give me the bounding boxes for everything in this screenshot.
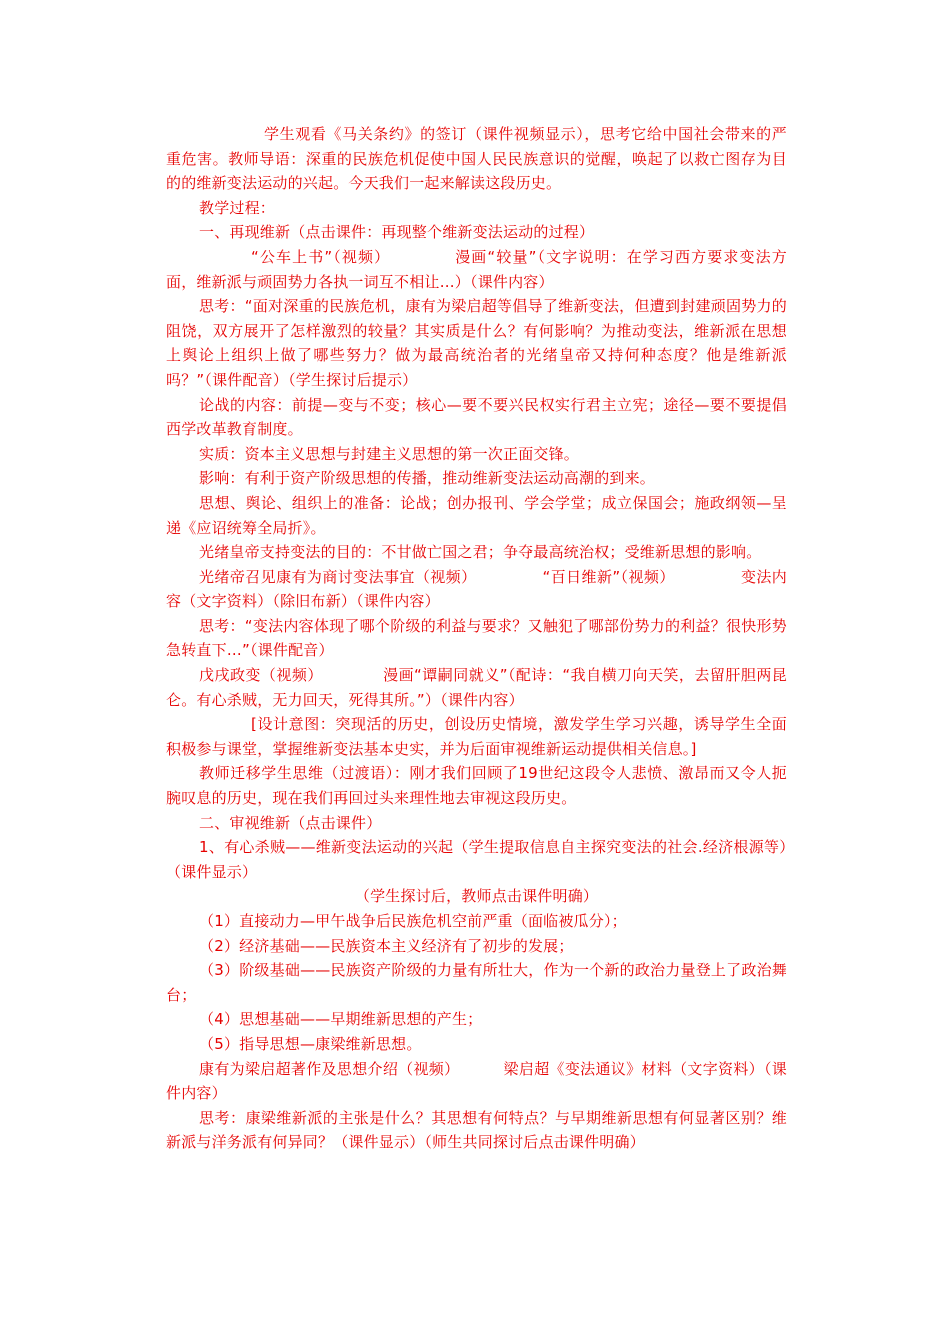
section2-point-1: （1）直接动力—甲午战争后民族危机空前严重（面临被瓜分）；	[199, 912, 627, 930]
tan-sitong-cartoon-ref: 漫画“谭嗣同就义”（配诗：“我自横刀向天笑，去留肝胆两昆仑。有心杀贼，无力回天，死得其所。”）（课件内容）	[166, 666, 787, 709]
debate-content: 论战的内容：前提—变与不变；核心—要不要兴民权实行君主立宪；途径—要不要提倡西学改革教育制度。	[166, 395, 787, 439]
design-intent-note: [设计意图：突现活的历史，创设历史情境，激发学生学习兴趣，诱导学生全面积极参与课堂，掌握维新变法基本史实，并为后面审视维新运动提供相关信息。]	[166, 715, 787, 758]
process-heading: 教学过程：	[199, 198, 276, 217]
hundred-days-video-ref: “百日维新”（视频）	[542, 567, 675, 586]
preparation-statement: 思想、舆论、组织上的准备：论战；创办报刊、学会学堂；成立保国会；施政纲领—呈递《应诏统筹全局折》。	[166, 493, 787, 537]
kang-liang-paragraph	[166, 1057, 787, 1106]
summon-video-ref: 光绪帝召见康有为商讨变法事宜（视频）	[199, 567, 477, 586]
document-page	[166, 122, 787, 1155]
think-question-3: 思考：康梁维新派的主张是什么？其思想有何特点？与早期维新思想有何显著区别？维新派与洋务派有何异同？（课件显示）（师生共同探讨后点击课件明确）	[166, 1108, 787, 1152]
section2-item1: 1、有心杀贼——维新变法运动的兴起（学生提取信息自主探究变法的社会.经济根源等）（课件显示）	[166, 838, 787, 881]
coup-paragraph	[166, 663, 787, 712]
section2-discussion-note: （学生探讨后，教师点击课件明确）	[354, 887, 599, 906]
kang-liang-video-ref: 康有为梁启超著作及思想介绍（视频）	[199, 1059, 460, 1078]
reform-content-ref: 变法内容（文字资料）（除旧布新）（课件内容）	[166, 567, 787, 611]
section1-media-paragraph	[166, 245, 787, 294]
section2-point-2: （2）经济基础——民族资本主义经济有了初步的发展；	[199, 936, 574, 955]
section2-point-4: （4）思想基础——早期维新思想的产生；	[199, 1010, 483, 1029]
impact-statement: 影响：有利于资产阶级思想的传播，推动维新变法运动高潮的到来。	[199, 469, 656, 488]
section2-point-5: （5）指导思想—康梁维新思想。	[199, 1034, 422, 1053]
essence-statement: 实质：资本主义思想与封建主义思想的第一次正面交锋。	[199, 444, 580, 463]
transition-remark: 教师迁移学生思维（过渡语）：刚才我们回顾了19世纪这段令人悲愤、激昂而又令人扼腕叹息的历史，现在我们再回过头来理性地去审视这段历史。	[166, 764, 787, 808]
coup-video-ref: 戊戌政变（视频）	[199, 666, 323, 685]
bianfa-tongyi-ref: 梁启超《变法通议》材料（文字资料）（课件内容）	[166, 1059, 787, 1103]
section1-heading: 一、再现维新（点击课件：再现整个维新变法运动的过程）	[199, 223, 595, 242]
gongche-video-ref: “公车上书”（视频）	[251, 247, 391, 266]
cartoon-jiaoliang-ref: 漫画“较量”（文字说明：在学习西方要求变法方面，维新派与顽固势力各执一词互不相让…）（课件内容）	[166, 247, 787, 291]
section2-point-3: （3）阶级基础——民族资产阶级的力量有所壮大，作为一个新的政治力量登上了政治舞台；	[166, 961, 787, 1004]
think-question-2: 思考：“变法内容体现了哪个阶级的利益与要求？又触犯了哪部份势力的利益？很快形势急转直下…”（课件配音）	[166, 616, 787, 660]
emperor-purpose: 光绪皇帝支持变法的目的：不甘做亡国之君；争夺最高统治权；受维新思想的影响。	[199, 543, 762, 562]
section1-think-question: 思考：“面对深重的民族危机，康有为梁启超等倡导了维新变法，但遭到封建顽固势力的阻饶，双方展开了怎样激烈的较量？其实质是什么？有何影响？为推动变法，维新派在思想上舆论上组织上做了哪些努力？做为最高统治者的光绪皇帝又持何种态度？他是维新派吗？”（课件配音）（学生探讨后提示）	[166, 297, 787, 389]
summon-paragraph	[166, 565, 787, 614]
intro-paragraph: 学生观看《马关条约》的签订（课件视频显示），思考它给中国社会带来的严重危害。教师导语：深重的民族危机促使中国人民民族意识的觉醒，唤起了以救亡图存为目的的维新变法运动的兴起。今天我们一起来解读这段历史。	[166, 125, 787, 193]
section2-heading: 二、审视维新（点击课件）	[199, 813, 382, 832]
